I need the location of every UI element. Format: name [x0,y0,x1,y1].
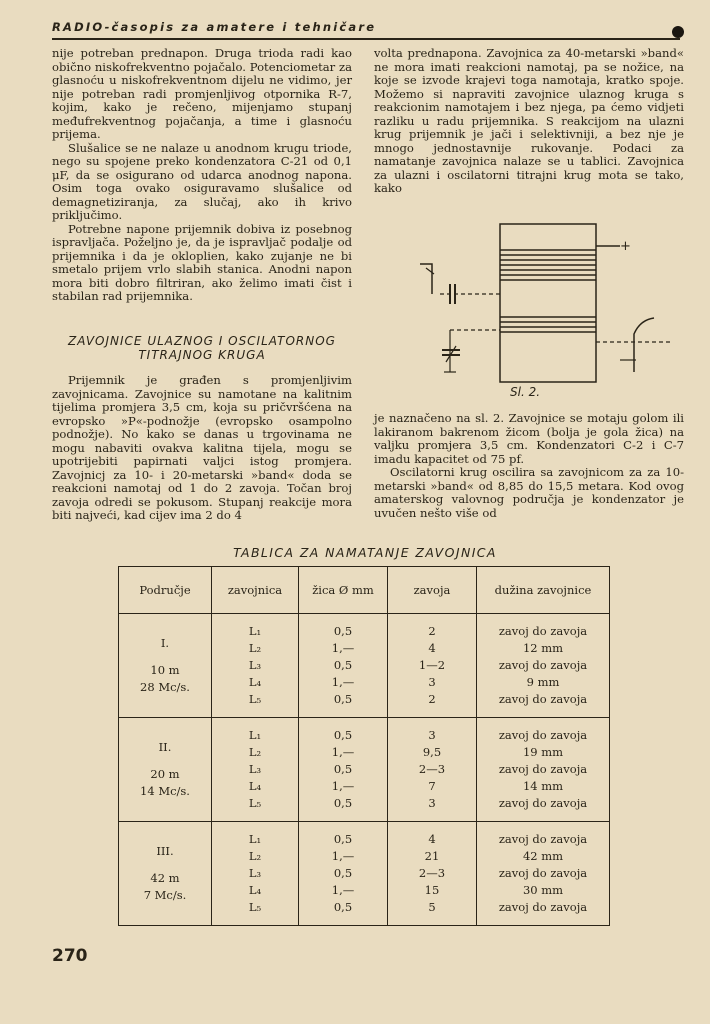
coil-cell [212,614,299,718]
region-label: 14 Mc/s. [140,784,190,798]
coil-diagram-svg [410,222,684,402]
cell-value: L₃ [248,866,262,880]
cell-value: 2—3 [418,762,446,776]
cell-value: 0,5 [333,762,353,776]
paragraph: Slušalice se ne nalaze u anodnom krugu triode, nego su spojene preko kondenzatora C-21 od 0,1 μF, da se osigurano od udarca anodnog napona. Osim toga ovako osiguravamo slušalice od demagnetiziranja, za slučaj, ako ih krivo priključimo. [52,140,352,222]
header-rule [52,38,680,40]
paragraph: volta prednapona. Zavojnica za 40-metarski »band« ne mora imati reakcioni namotaj, pa se nožice, na koje se izvode krajevi toga namotaja, kratko spoje. Možemo si napraviti zavojnice ulaznog kruga s reakcionim namotajem i bez njega, pa ćemo vidjeti razliku u radu prijemnika. S reakcijom na ulazni krug prijemnik je jači i selektivniji, a bez nje je mnogo jednostavnije rukovanje. Podaci za namatanje zavojnica nalaze se u tablici. Zavojnica za ulazni i oscilatorni titrajni krug mota se tako, kako [374,46,684,195]
cell-value: 0,5 [333,658,353,672]
cell-value: zavoj do zavoja [498,900,588,914]
region-label: 7 Mc/s. [143,888,187,902]
cell-value: 0,5 [333,624,353,638]
cell-value: L₄ [248,883,262,897]
cell-value: 12 mm [522,641,564,655]
running-header: RADIO-časopis za amatere i tehničare [52,20,377,34]
cell-value: zavoj do zavoja [498,866,588,880]
region-label: I. [160,636,170,650]
table-row [119,718,610,822]
cell-value: 0,5 [333,728,353,742]
region-cell [119,822,212,926]
cell-value: 2 [428,692,436,706]
cell-value: zavoj do zavoja [498,692,588,706]
cell-value: 4 [428,832,436,846]
cell-value: 1,— [331,779,355,793]
figure-caption: Sl. 2. [510,385,541,399]
left-column-bottom [52,374,352,523]
cell-value: L₂ [248,641,262,655]
paragraph: Oscilatorni krug oscilira sa zavojnicom za za 10-metarski »band« od 8,85 do 15,5 metara. Kod ovog amaterskog valovnog područja je kondenzator je uvučen nešto više od [374,465,684,520]
column-header: zavoja [388,567,477,614]
cell-value: 0,5 [333,796,353,810]
cell-value: 4 [428,641,436,655]
paragraph: Prijemnik je građen s promjenljivim zavojnicama. Zavojnice su namotane na kalitnim tijelima promjera 3,5 cm, koja su pričvršćena na evropsko »P«-podnožje (evropsko osampolno podnožje). No kako se danas u trgovinama ne mogu nabaviti ovakva kalitna tijela, mogu se upotrijebiti papirnati valjci istog promjera. Zavojnicj za 10- i 20-metarski »band« doda se reakcioni namotaj od 1 do 2 zavoja. Točan broj zavoja odredi se pokusom. Stupanj reakcije mora biti najveći, kad cijev ima 2 do 4 [52,373,352,522]
region-cell [119,614,212,718]
region-cell [119,718,212,822]
cell-value: 1,— [331,675,355,689]
section-heading: ZAVOJNICE ULAZNOG I OSCILATORNOG TITRAJNOG KRUGA [68,334,336,362]
region-label: 28 Mc/s. [140,680,190,694]
wire-cell [299,718,388,822]
right-column-bottom [374,412,684,520]
cell-value: 9,5 [422,745,442,759]
cell-value: 1,— [331,849,355,863]
turns-cell [388,614,477,718]
cell-value: zavoj do zavoja [498,624,588,638]
cell-value: 3 [428,675,436,689]
cell-value: 2—3 [418,866,446,880]
cell-value: L₁ [248,624,262,638]
table-row [119,822,610,926]
table-title: TABLICA ZA NAMATANJE ZAVOJNICA [233,545,497,560]
length-cell [477,614,610,718]
cell-value: 0,5 [333,692,353,706]
region-label: II. [158,740,172,754]
cell-value: L₃ [248,762,262,776]
cell-value: L₁ [248,728,262,742]
table-header-row [119,567,610,614]
region-spacer [119,860,211,870]
header-bullet [672,26,684,38]
cell-value: 3 [428,796,436,810]
cell-value: zavoj do zavoja [498,796,588,810]
cell-value: L₄ [248,779,262,793]
cell-value: 0,5 [333,832,353,846]
cell-value: 9 mm [526,675,560,689]
region-label: 20 m [150,767,180,781]
cell-value: 7 [428,779,436,793]
paragraph: Potrebne napone prijemnik dobiva iz posebnog ispravljača. Poželjno je, da je ispravljač podalje od prijemnika i da je okloplien, kako zujanje ne bi smetalo prijem vrlo slabih stanica. Anodni napon mora biti dobro filtriran, ako želimo imati čist i stabilan rad prijemnika. [52,221,352,303]
cell-value: L₁ [248,832,262,846]
cell-value: 1,— [331,745,355,759]
cell-value: L₅ [248,900,262,914]
cell-value: zavoj do zavoja [498,728,588,742]
cell-value: 14 mm [522,779,564,793]
cell-value: 21 [424,849,440,863]
length-cell [477,718,610,822]
svg-text:+: + [620,239,631,254]
paragraph: nije potreban prednapon. Druga trioda radi kao obično niskofrekventno pojačalo. Potenciometar za glasnoću u niskofrekventnom dijelu ne vidimo, jer nije potreban radi promjenljivog otpornika R-7, kojim, kako je rečeno, mijenjamo stupanj međufrekventnog pojačanja, a time i glasnoću prijema. [52,46,352,141]
wire-cell [299,614,388,718]
cell-value: 1,— [331,883,355,897]
coil-cell [212,822,299,926]
length-cell [477,822,610,926]
coil-cell [212,718,299,822]
right-column-top [374,47,684,196]
cell-value: L₂ [248,745,262,759]
winding-table [118,566,610,926]
table-row [119,614,610,718]
cell-value: L₂ [248,849,262,863]
turns-cell [388,718,477,822]
turns-cell [388,822,477,926]
cell-value: 19 mm [522,745,564,759]
column-header: zavojnica [212,567,299,614]
cell-value: zavoj do zavoja [498,832,588,846]
paragraph: je naznačeno na sl. 2. Zavojnice se motaju golom ili lakiranom bakrenom žicom (bolja je gola žica) na valjku promjera 3,5 cm. Kondenzatori C-2 i C-7 imadu kapacitet od 75 pf. [374,411,684,466]
cell-value: zavoj do zavoja [498,762,588,776]
region-label: III. [156,844,174,858]
cell-value: L₅ [248,796,262,810]
cell-value: 0,5 [333,900,353,914]
wire-cell [299,822,388,926]
page-number: 270 [52,946,88,966]
region-spacer [119,652,211,662]
cell-value: L₃ [248,658,262,672]
column-header: žica Ø mm [299,567,388,614]
cell-value: zavoj do zavoja [498,658,588,672]
coil-diagram [410,222,684,402]
region-label: 42 m [150,871,180,885]
cell-value: 3 [428,728,436,742]
cell-value: L₅ [248,692,262,706]
cell-value: 2 [428,624,436,638]
column-header: Područje [119,567,212,614]
region-spacer [119,756,211,766]
column-header: dužina zavojnice [477,567,610,614]
cell-value: L₄ [248,675,262,689]
left-column-top [52,47,352,304]
cell-value: 5 [428,900,436,914]
cell-value: 15 [424,883,440,897]
cell-value: 0,5 [333,866,353,880]
cell-value: 30 mm [522,883,564,897]
cell-value: 1—2 [418,658,446,672]
region-label: 10 m [150,663,180,677]
cell-value: 42 mm [522,849,564,863]
cell-value: 1,— [331,641,355,655]
